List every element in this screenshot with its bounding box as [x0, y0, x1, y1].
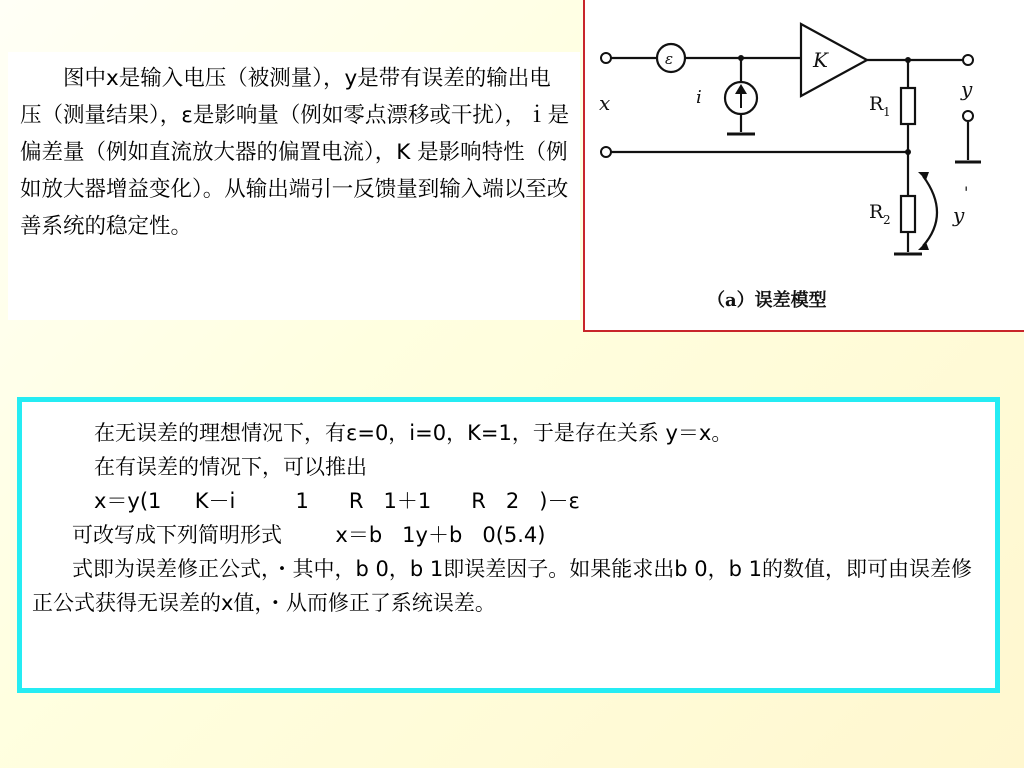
- formula-box: [17, 397, 1000, 693]
- circuit-diagram: [585, 0, 1024, 330]
- y-prime-label: y: [953, 203, 965, 227]
- description-text: 图中x是输入电压（被测量），y是带有误差的输出电压（测量结果），ε是影响量（例如零点漂移或干扰），ｉ是偏差量（例如直流放大器的偏置电流），K 是影响特性（例如放大器增益变化）。从输出端引一反馈量到输入端以至改善系统的稳定性。: [20, 66, 570, 239]
- r1-resistor: [901, 88, 915, 124]
- i-label: i: [696, 87, 702, 108]
- y-label: y: [961, 77, 973, 101]
- correction-formula-text: 式即为误差修正公式，・其中，b 0，b 1即误差因子。如果能求出b 0，b 1的数值，即可由误差修正公式获得无误差的x值，・从而修正了系统误差。: [32, 557, 972, 615]
- x-label: x: [599, 91, 611, 115]
- derived-equation: x＝y(1 K－i 1 R 1＋1 R 2 )－ε: [94, 489, 580, 513]
- x-terminal-bottom: [601, 147, 611, 157]
- y-terminal-top: [963, 55, 973, 65]
- simplified-form-line: 可改写成下列简明形式 x＝b 1y＋b 0(5.4): [72, 523, 546, 547]
- description-panel: [8, 52, 580, 320]
- feedback-arc: [923, 176, 937, 246]
- r1-subscript: 1: [883, 105, 891, 119]
- r2-resistor: [901, 196, 915, 232]
- y-terminal-bottom: [963, 111, 973, 121]
- eps-label: ε: [665, 50, 674, 68]
- r2-label: R: [869, 201, 884, 223]
- error-model-figure: [583, 0, 1024, 332]
- r1-label: R: [869, 93, 884, 115]
- amplifier-triangle: [801, 24, 867, 96]
- figure-caption: （a）误差模型: [707, 290, 827, 311]
- k-label: K: [813, 48, 828, 72]
- error-condition-line: 在有误差的情况下，可以推出: [94, 455, 367, 479]
- prime-mark: ': [964, 183, 969, 202]
- x-terminal-top: [601, 53, 611, 63]
- r2-subscript: 2: [883, 213, 891, 227]
- ideal-condition-line: 在无误差的理想情况下，有ε=0，i=0，K=1，于是存在关系 y＝x。: [94, 421, 733, 445]
